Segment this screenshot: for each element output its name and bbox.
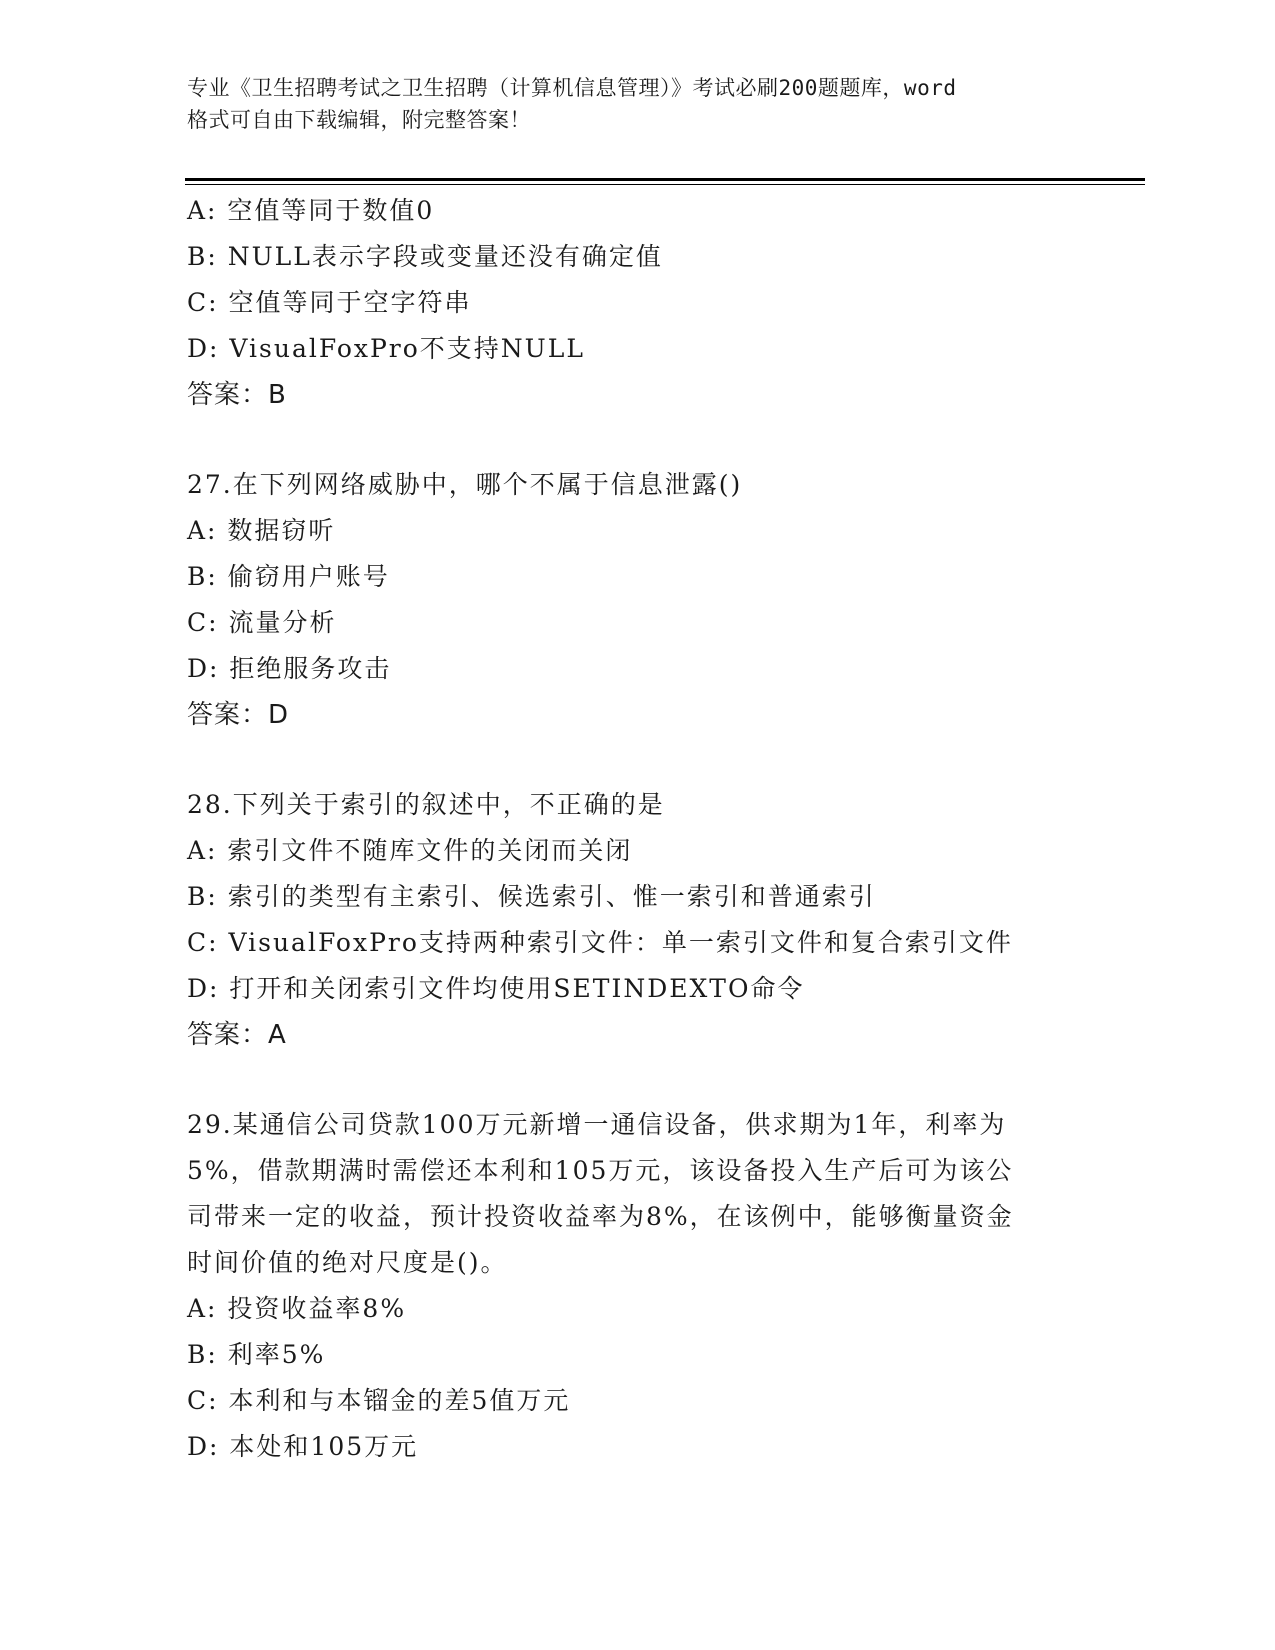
question-text: 28.下列关于索引的叙述中，不正确的是	[187, 790, 665, 819]
header-rule-thick	[185, 178, 1145, 181]
option-d: D: 本处和105万元	[187, 1432, 419, 1461]
answer: 答案：A	[187, 1020, 287, 1050]
answer: 答案：D	[187, 700, 290, 730]
question-gap	[187, 1058, 1087, 1102]
option-a: A: 投资收益率8%	[187, 1294, 407, 1323]
option-a: A: 空值等同于数值0	[187, 196, 435, 225]
option-a: A: 索引文件不随库文件的关闭而关闭	[187, 836, 633, 865]
option-d: D: VisualFoxPro不支持NULL	[187, 334, 585, 363]
option-a: A: 数据窃听	[187, 516, 336, 545]
option-b: B: 利率5%	[187, 1340, 326, 1369]
question-block-27	[187, 462, 1087, 738]
question-gap	[187, 738, 1087, 782]
header-line-2: 格式可自由下载编辑，附完整答案！	[187, 108, 531, 132]
option-b: B: 索引的类型有主索引、候选索引、惟一索引和普通索引	[187, 882, 876, 911]
answer: 答案：B	[187, 380, 287, 410]
question-text-line-3: 司带来一定的收益，预计投资收益率为8%，在该例中，能够衡量资金	[187, 1202, 1014, 1231]
header-rule-thin	[185, 184, 1145, 185]
option-b: B: NULL表示字段或变量还没有确定值	[187, 242, 663, 271]
question-text-line-2: 5%，借款期满时需偿还本利和105万元，该设备投入生产后可为该公	[187, 1156, 1014, 1185]
question-list	[187, 188, 1087, 1470]
question-text: 27.在下列网络威胁中，哪个不属于信息泄露()	[187, 470, 743, 499]
question-block-28	[187, 782, 1087, 1058]
option-c: C: 本利和与本镏金的差5值万元	[187, 1386, 571, 1415]
question-text-line-1: 29.某通信公司贷款100万元新增一通信设备，供求期为1年，利率为	[187, 1110, 1007, 1139]
option-c: C: 流量分析	[187, 608, 337, 637]
option-d: D: 打开和关闭索引文件均使用SETINDEXTO命令	[187, 974, 805, 1003]
option-b: B: 偷窃用户账号	[187, 562, 390, 591]
header-line-1: 专业《卫生招聘考试之卫生招聘（计算机信息管理）》考试必刷200题题库，word	[187, 76, 957, 100]
document-header	[187, 72, 1087, 136]
option-c: C: 空值等同于空字符串	[187, 288, 472, 317]
question-block-29	[187, 1102, 1087, 1470]
question-block-26	[187, 188, 1087, 418]
option-c: C: VisualFoxPro支持两种索引文件：单一索引文件和复合索引文件	[187, 928, 1013, 957]
option-d: D: 拒绝服务攻击	[187, 654, 392, 683]
question-gap	[187, 418, 1087, 462]
question-text-line-4: 时间价值的绝对尺度是()。	[187, 1248, 508, 1277]
